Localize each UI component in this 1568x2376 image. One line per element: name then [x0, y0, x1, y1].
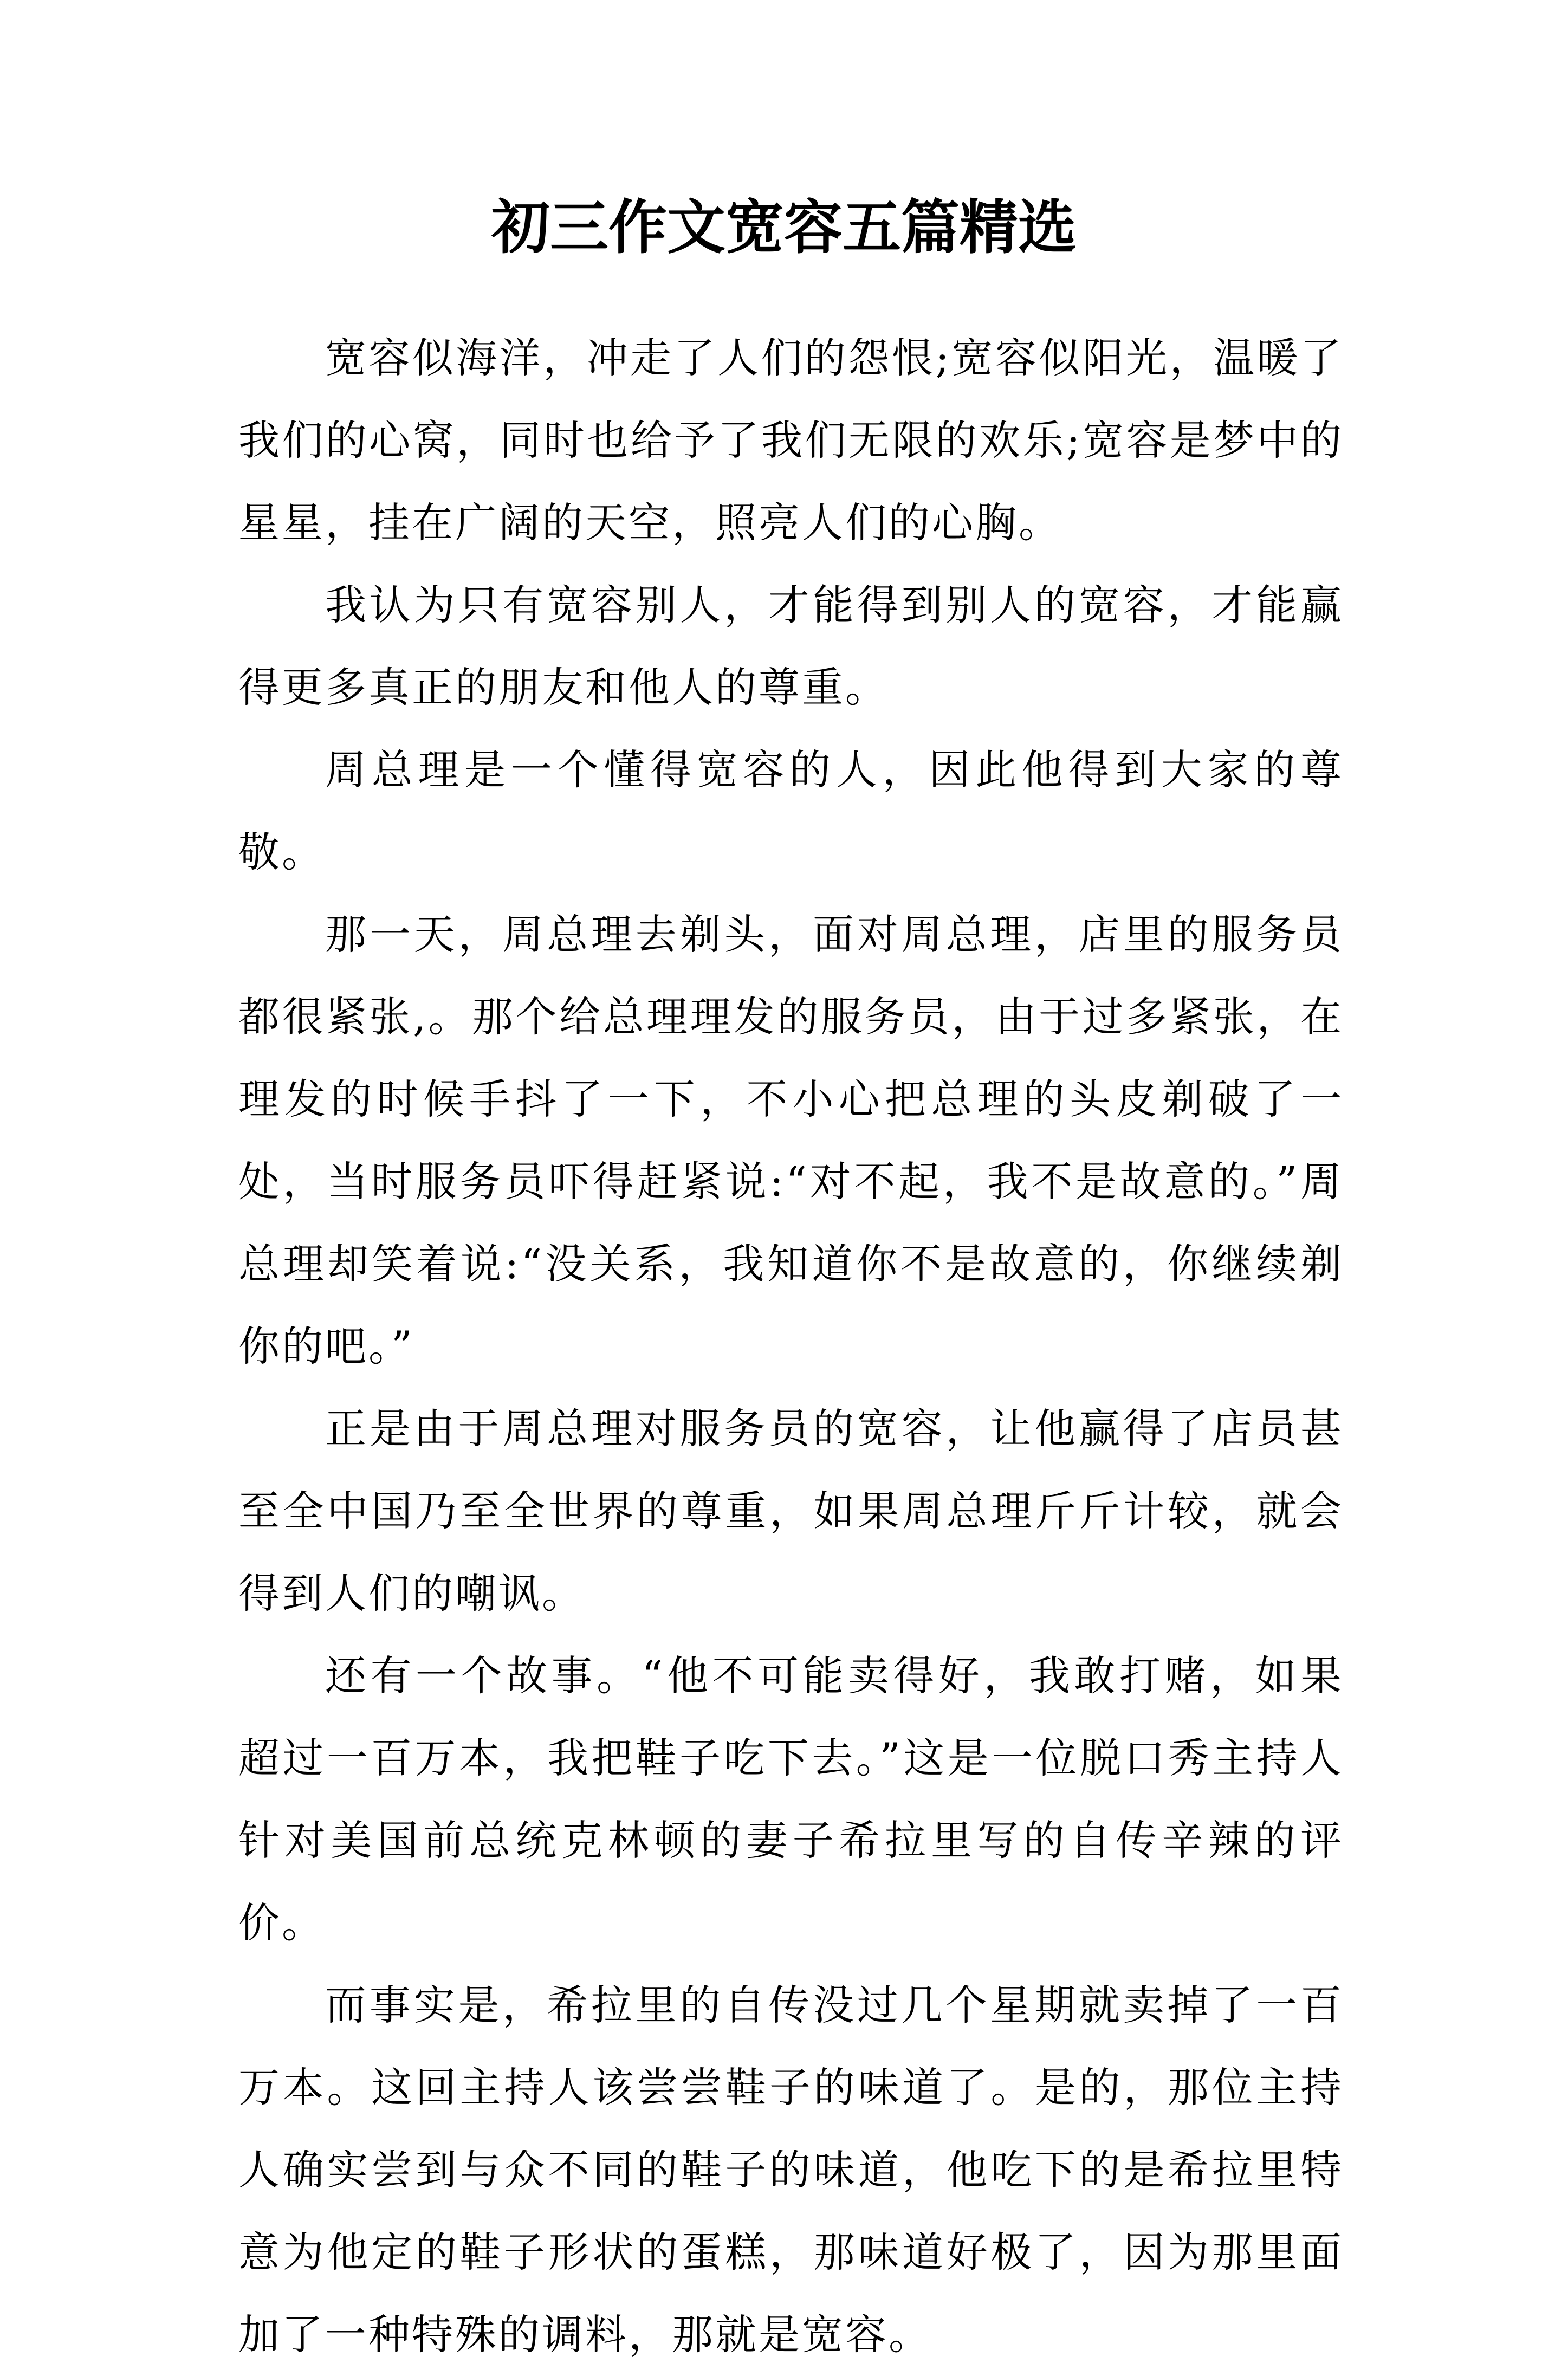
- paragraph: 而事实是，希拉里的自传没过几个星期就卖掉了一百万本。这回主持人该尝尝鞋子的味道了。是的，那位主持人确实尝到与众不同的鞋子的味道，他吃下的是希拉里特意为他定的鞋子形状的蛋糕，那味道好极了，因为那里面加了一种特殊的调料，那就是宽容。: [238, 1981, 1344, 2359]
- paragraph: 那一天，周总理去剃头，面对周总理，店里的服务员都很紧张,。那个给总理理发的服务员，由于过多紧张，在理发的时候手抖了一下，不小心把总理的头皮剃破了一处，当时服务员吓得赶紧说:“对不起，我不是故意的。”周总理却笑着说:“没关系，我知道你不是故意的，你继续剃你的吧。”: [238, 910, 1344, 1370]
- document-title: 初三作文宽容五篇精选: [491, 193, 1077, 262]
- paragraph: 正是由于周总理对服务员的宽容，让他赢得了店员甚至全中国乃至全世界的尊重，如果周总理斤斤计较，就会得到人们的嘲讽。: [238, 1404, 1344, 1617]
- paragraph: 还有一个故事。“他不可能卖得好，我敢打赌，如果超过一百万本，我把鞋子吃下去。”这是一位脱口秀主持人针对美国前总统克林顿的妻子希拉里写的自传辛辣的评价。: [238, 1652, 1344, 1947]
- paragraph: 宽容似海洋，冲走了人们的怨恨;宽容似阳光，温暖了我们的心窝，同时也给予了我们无限的欢乐;宽容是梦中的星星，挂在广阔的天空，照亮人们的心胸。: [238, 334, 1344, 547]
- document-body: [238, 317, 1344, 2376]
- paragraph: 我认为只有宽容别人，才能得到别人的宽容，才能赢得更多真正的朋友和他人的尊重。: [238, 581, 1344, 711]
- paragraph: 周总理是一个懂得宽容的人，因此他得到大家的尊敬。: [238, 746, 1344, 876]
